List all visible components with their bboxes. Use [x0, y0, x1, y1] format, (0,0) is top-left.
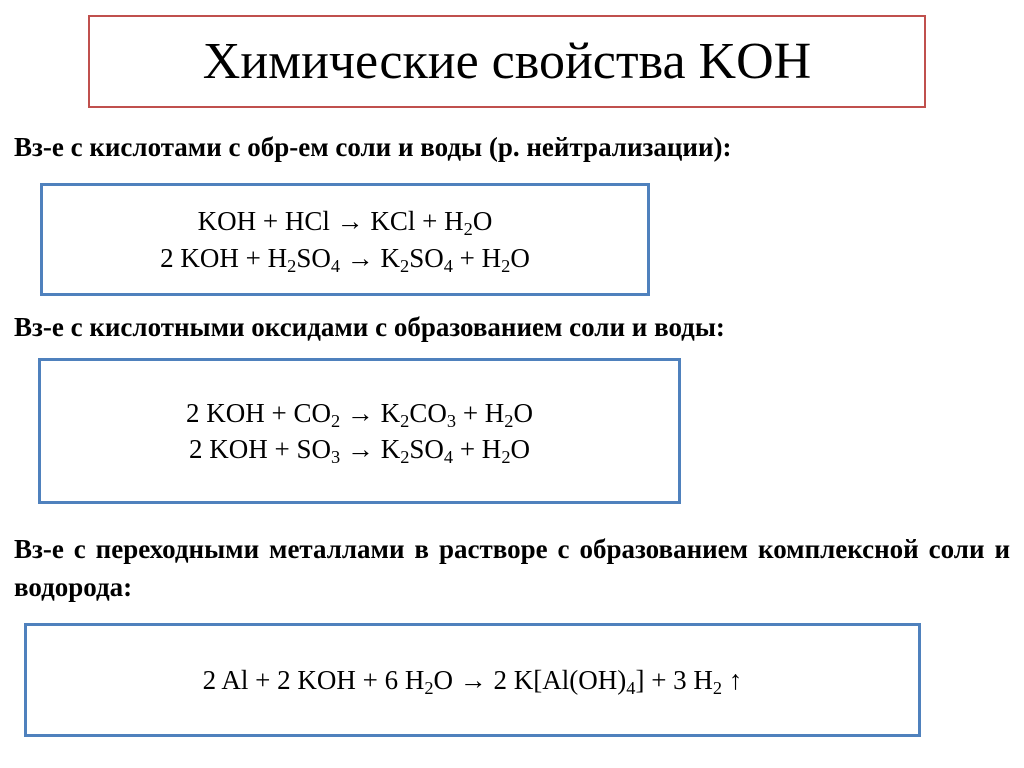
equation-text: 2 KOH + H	[160, 242, 288, 273]
equation	[186, 395, 533, 431]
equation-text: + H	[456, 397, 505, 428]
equation	[160, 240, 530, 276]
equation-subscript: 2	[400, 447, 410, 468]
equation-text: O	[510, 242, 530, 273]
equation-subscript: 2	[501, 447, 511, 468]
equation-text: + H	[453, 434, 502, 464]
equation	[189, 431, 530, 467]
equation-subscript: 2	[463, 219, 473, 240]
equation-subscript: 3	[331, 447, 341, 468]
equation-box-metals	[24, 623, 921, 737]
equation-subscript: 2	[504, 410, 514, 431]
equation-box-acids	[40, 183, 650, 296]
section-heading-metals: Вз-е с переходными металлами в растворе с образованием комплексной соли и водорода:	[14, 534, 1010, 603]
equation-subscript: 2	[400, 255, 410, 276]
equation-text: 2 KOH + CO	[186, 397, 331, 428]
equation-text: ] + 3 H	[635, 664, 713, 695]
equation-text: 2 KOH + SO	[189, 434, 331, 464]
equation-text: O	[510, 434, 530, 464]
equation-text: → K	[340, 242, 401, 273]
equation-text: SO	[296, 242, 331, 273]
equation-text: KOH + HCl → KCl + H	[197, 206, 464, 237]
equation-text: + H	[452, 242, 502, 273]
slide-title: Химические свойства KOH	[202, 32, 812, 90]
equation	[203, 662, 743, 698]
equation-text: O	[472, 206, 493, 237]
equation-text: → K	[340, 397, 401, 428]
equation-subscript: 3	[446, 410, 457, 431]
equation-text: SO	[409, 242, 444, 273]
equation-subscript: 4	[443, 255, 453, 276]
equation-text: O → 2 K[Al(OH)	[433, 664, 627, 695]
equation-subscript: 2	[712, 677, 723, 698]
equation-subscript: 2	[287, 255, 297, 276]
equation-subscript: 2	[330, 410, 341, 431]
equation-subscript: 2	[400, 410, 410, 431]
section-heading-acid-oxides: Вз-е с кислотными оксидами с образованием соли и воды:	[14, 312, 725, 342]
equation-text: 2 Al + 2 KOH + 6 H	[202, 664, 425, 695]
equation-text: ↑	[722, 664, 743, 695]
equation-subscript: 2	[501, 255, 511, 276]
equation-subscript: 4	[443, 447, 454, 468]
equation-subscript: 4	[330, 255, 341, 276]
equation-subscript: 4	[626, 677, 636, 698]
title-box	[88, 15, 926, 108]
equation-subscript: 2	[424, 677, 434, 698]
equation-text: CO	[409, 397, 447, 428]
equation-text: SO	[409, 434, 444, 464]
equation-box-acid-oxides	[38, 358, 681, 504]
equation	[198, 203, 493, 239]
equation-text: → K	[340, 434, 401, 464]
equation-text: O	[513, 397, 533, 428]
section-heading-acids: Вз-е с кислотами с обр-ем соли и воды (р. нейтрализации):	[14, 132, 732, 162]
